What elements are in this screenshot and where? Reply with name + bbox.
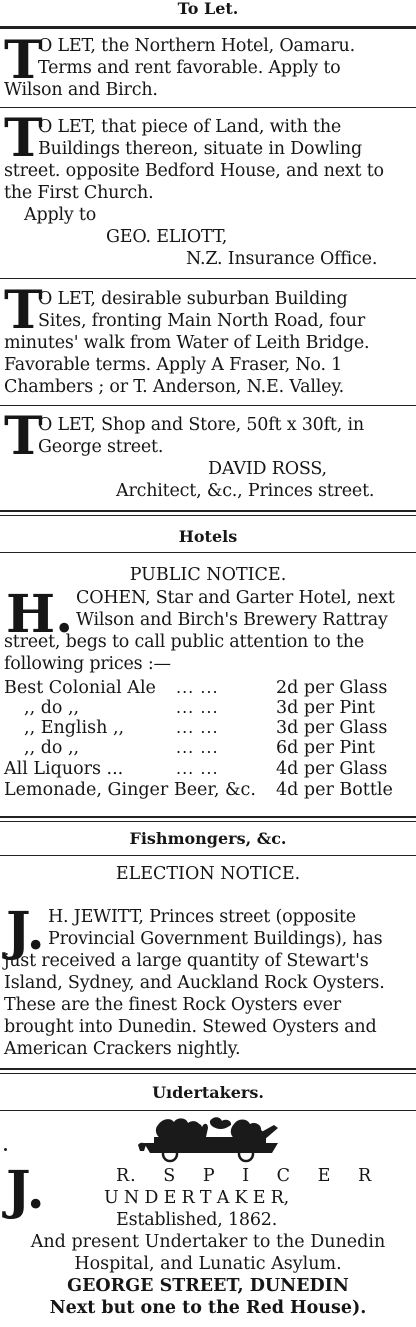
ad-line: COHEN, Star and Garter Hotel, next (76, 588, 395, 608)
section-rule (0, 515, 416, 516)
ad-divider (0, 405, 416, 406)
price-item: All Liquors ... (4, 759, 124, 779)
ad-line: brought into Dunedin. Stewed Oysters and (4, 1017, 377, 1037)
price-leader: ... ... (176, 678, 219, 697)
ad-line: H. JEWITT, Princes street (opposite (48, 907, 356, 927)
price-value: 3d per Pint (276, 698, 376, 718)
price-item: ,, do ,, (24, 738, 80, 758)
price-value: 6d per Pint (276, 738, 376, 758)
price-value: 4d per Bottle (276, 780, 393, 800)
price-leader: ... ... (176, 698, 219, 717)
ad-line: following prices :— (4, 654, 171, 674)
ad-line: Buildings thereon, situate in Dowling (38, 139, 362, 159)
section-title-fishmongers: Fishmongers, &c. (129, 829, 287, 848)
hearse-illustration-icon (136, 1115, 286, 1163)
drop-cap: T (4, 30, 43, 91)
section-rule (0, 552, 416, 553)
ad-line: Terms and rent favorable. Apply to (38, 58, 341, 78)
section-rule (0, 1073, 416, 1074)
section-title-to-let: To Let. (177, 0, 239, 18)
ad-line: And present Undertaker to the Dunedin (30, 1232, 386, 1252)
ad-signoff: Architect, &c., Princes street. (116, 481, 375, 501)
notice-heading: ELECTION NOTICE. (115, 864, 301, 884)
ad-line: These are the finest Rock Oysters ever (4, 995, 341, 1015)
ad-divider (0, 107, 416, 108)
ad-signoff: GEO. ELIOTT, (106, 227, 228, 247)
section-rule (0, 26, 416, 29)
section-rule (0, 821, 416, 822)
ad-line: American Crackers nightly. (4, 1039, 241, 1059)
price-leader: ... ... (176, 759, 219, 778)
ad-line: O LET, desirable suburban Building (38, 289, 348, 309)
ad-line: street, begs to call public attention to the (4, 632, 365, 652)
ad-line: Wilson and Birch. (4, 80, 158, 100)
ad-signoff: N.Z. Insurance Office. (186, 249, 378, 269)
drop-cap: T (4, 406, 43, 467)
price-value: 4d per Glass (276, 759, 388, 779)
ad-line: Wilson and Birch's Brewery Rattray (76, 610, 388, 630)
ad-line: just received a large quantity of Stewart's (4, 951, 369, 971)
drop-cap: H. (6, 584, 74, 645)
price-item: Best Colonial Ale (4, 678, 156, 698)
ad-line: Hospital, and Lunatic Asylum. (74, 1254, 342, 1274)
section-title-hotels: Hotels (178, 527, 238, 546)
price-value: 2d per Glass (276, 678, 388, 698)
ad-line: O LET, Shop and Store, 50ft x 30ft, in (38, 415, 364, 435)
ad-line: Island, Sydney, and Auckland Rock Oysters. (4, 973, 385, 993)
ad-divider (0, 278, 416, 279)
price-item: Lemonade, Ginger Beer, &c. (4, 780, 256, 800)
address-note: Next but one to the Red House). (49, 1298, 367, 1318)
undertaker-name: R. S P I C E R (116, 1166, 373, 1186)
ad-signoff: Apply to (24, 205, 97, 225)
drop-cap: J. (6, 1160, 45, 1221)
ad-line: Sites, fronting Main North Road, four (38, 311, 365, 331)
price-item: ,, do ,, (24, 698, 80, 718)
drop-cap: J. (6, 901, 45, 962)
ad-line: the First Church. (4, 183, 154, 203)
ad-line: George street. (38, 437, 164, 457)
section-rule (0, 1068, 416, 1070)
price-value: 3d per Glass (276, 718, 388, 738)
undertaker-title: U N D E R T A K E R, (104, 1188, 290, 1208)
ad-line: street. opposite Bedford House, and next to (4, 161, 384, 181)
price-item: ,, English ,, (24, 718, 125, 738)
ad-line: minutes' walk from Water of Leith Bridge. (4, 333, 370, 353)
drop-cap: T (4, 280, 43, 341)
ad-line: Favorable terms. Apply A Fraser, No. 1 (4, 355, 343, 375)
ink-speck (4, 1148, 7, 1151)
notice-heading: PUBLIC NOTICE. (129, 565, 287, 585)
ad-line: O LET, that piece of Land, with the (38, 117, 342, 137)
price-leader: ... ... (176, 718, 219, 737)
drop-cap: T (4, 108, 43, 169)
section-rule (0, 510, 416, 512)
ad-line: Provincial Government Buildings), has (48, 929, 383, 949)
section-rule (0, 1110, 416, 1111)
address: GEORGE STREET, DUNEDIN (67, 1276, 349, 1296)
established: Established, 1862. (116, 1210, 278, 1230)
ad-line: Chambers ; or T. Anderson, N.E. Valley. (4, 377, 345, 397)
section-title-undertakers: Uıdertakers. (152, 1083, 264, 1102)
section-rule (0, 816, 416, 818)
ad-line: O LET, the Northern Hotel, Oamaru. (38, 36, 355, 56)
ad-signoff: DAVID ROSS, (208, 459, 327, 479)
price-leader: ... ... (176, 738, 219, 757)
section-rule (0, 855, 416, 856)
